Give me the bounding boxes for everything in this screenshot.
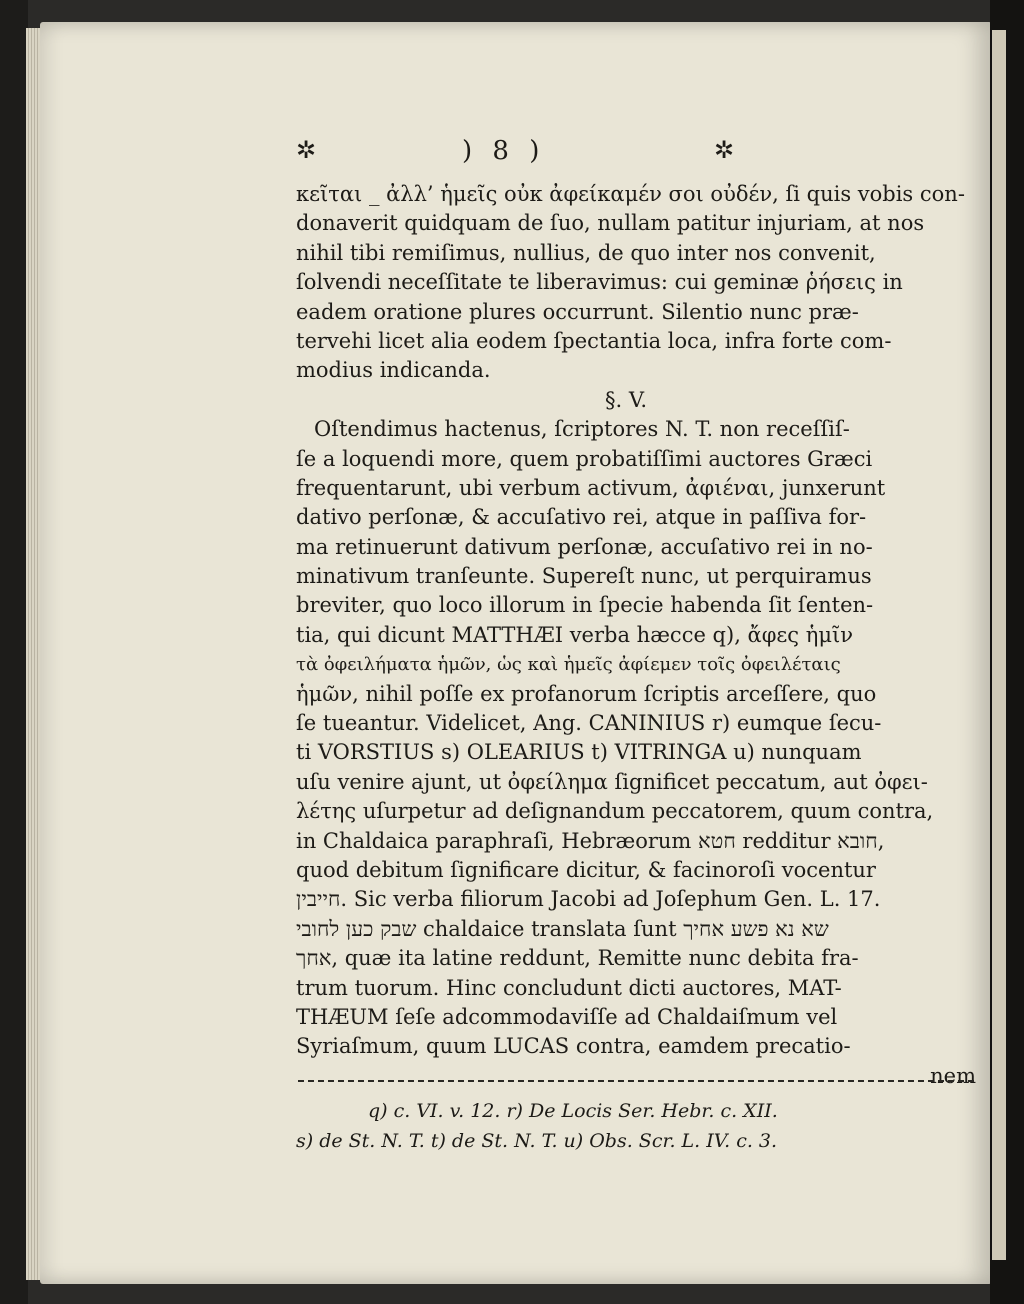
text-line: THÆUM ſeſe adcommodaviſſe ad Chaldaiſmum vel [296, 1004, 838, 1029]
text-line: ſe a loquendi more, quem probatiſſimi auctores Græci [296, 446, 873, 471]
footnote-divider [298, 1080, 974, 1082]
text-line: trum tuorum. Hinc concludunt dicti auctores, MAT- [296, 975, 842, 1000]
text-line: eadem oratione plures occurrunt. Silentio nunc præ- [296, 299, 859, 324]
page-number: ) 8 ) [462, 136, 546, 166]
footnote-line: s) de St. N. T. t) de St. N. T. u) Obs. Scr. L. IV. c. 3. [296, 1130, 778, 1152]
text-line: tia, qui dicunt MATTHÆI verba hæcce q), ἄφες ἡμῖν [296, 622, 853, 647]
footnote-line: q) c. VI. v. 12. r) De Locis Ser. Hebr. c. XII. [368, 1100, 778, 1122]
footnotes [296, 1096, 976, 1156]
star-ornament-left: ✲ [296, 136, 317, 164]
text-line: ſolvendi neceſſitate te liberavimus: cui geminæ ῥήσεις in [296, 270, 903, 295]
text-line: breviter, quo loco illorum in ſpecie habenda ſit ſenten- [296, 593, 874, 618]
text-line: frequentarunt, ubi verbum activum, ἀφιέναι, junxerunt [296, 475, 886, 500]
text-line: quod debitum ſignificare dicitur, & facinoroſi vocentur [296, 857, 876, 882]
text-line: minativum tranſeunte. Supereſt nunc, ut perquiramus [296, 564, 872, 589]
text-line: ἡμῶν, nihil poſſe ex profanorum ſcriptis arceſſere, quo [296, 681, 877, 706]
book-left-edge [0, 0, 28, 1304]
text-line: Syriaſmum, quum LUCAS contra, eamdem precatio- [296, 1034, 851, 1059]
text-line: in Chaldaica paraphraſi, Hebræorum חטא redditur חובא, [296, 828, 885, 853]
text-line: tervehi licet alia eodem ſpectantia loca, infra forte com- [296, 328, 892, 353]
section-heading: §. V. [604, 387, 648, 412]
text-line: ma retinuerunt dativum perſonæ, accuſativo rei in no- [296, 534, 873, 559]
text-line: donaverit quidquam de ſuo, nullam patitur injuriam, at nos [296, 211, 925, 236]
star-ornament-right: ✲ [714, 136, 735, 164]
running-head [296, 136, 976, 170]
text-line: Oſtendimus hactenus, ſcriptores N. T. non receſſiſ- [314, 417, 850, 442]
body-text [296, 180, 976, 1091]
text-line: ſe tueantur. Videlicet, Ang. CANINIUS r) eumque ſecu- [296, 711, 882, 736]
text-line: dativo perſonæ, & accuſativo rei, atque in paſſiva for- [296, 505, 867, 530]
greek-text-line: τὰ ὀφειλήματα ἡμῶν, ὡς καὶ ἡμεῖς ἀφίεμεν τοῖς ὀφειλέταις [296, 654, 841, 676]
text-line: κεῖται _ ἀλλ’ ἡμεῖς οὐκ ἀφείκαμέν σοι οὐδέν, ſi quis vobis con- [296, 182, 965, 206]
text-line: modius indicanda. [296, 358, 491, 383]
text-line: λέτης uſurpetur ad deſignandum peccatorem, quum contra, [296, 799, 934, 824]
book-page [40, 22, 992, 1284]
catchword: nem [930, 1063, 976, 1088]
text-line: חייבין. Sic verba filiorum Jacobi ad Joſephum Gen. L. 17. [296, 887, 881, 912]
hebrew-text-line: שא נא פשע אחיך chaldaice translata ſunt שבק כען לחובי [296, 916, 829, 941]
text-line: nihil tibi remiſimus, nullius, de quo inter nos convenit, [296, 240, 876, 265]
text-line: אחך, quæ ita latine reddunt, Remitte nunc debita fra- [296, 946, 859, 971]
text-line: uſu venire ajunt, ut ὀφείλημα ſignificet peccatum, aut ὀφει- [296, 769, 928, 794]
text-line: ti VORSTIUS s) OLEARIUS t) VITRINGA u) nunquam [296, 740, 862, 765]
next-page-edge [992, 30, 1006, 1260]
